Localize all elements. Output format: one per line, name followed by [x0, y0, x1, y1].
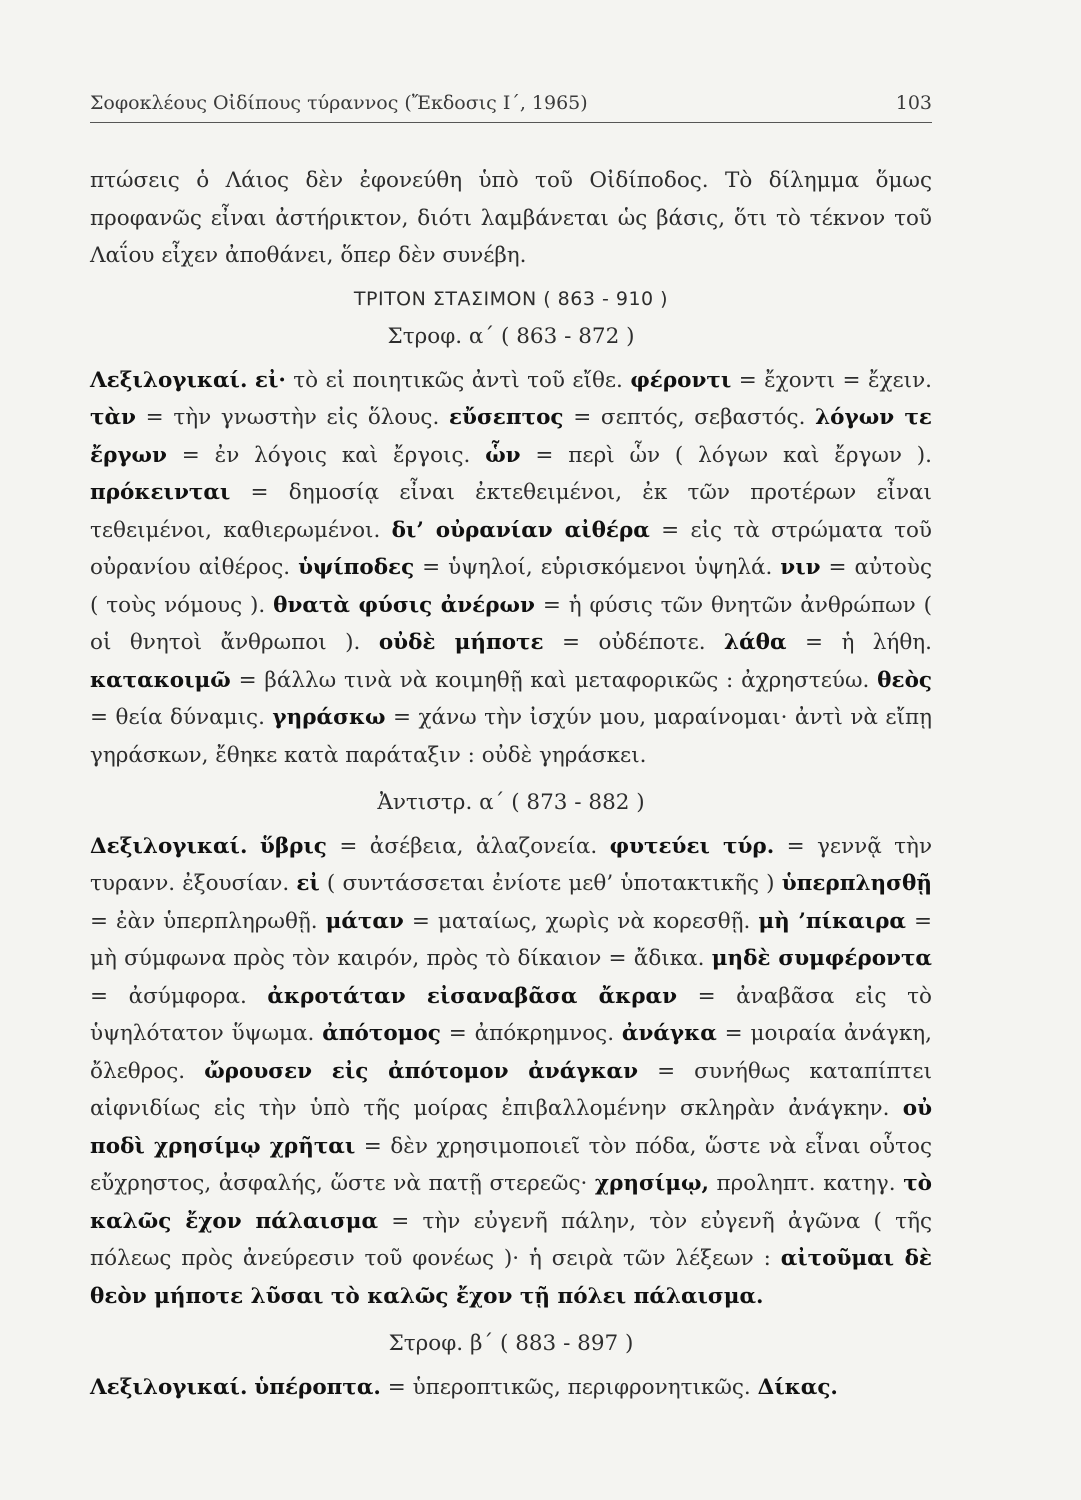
entry-gloss: = τὴν γνωστὴν εἰς ὅλους. — [135, 405, 449, 430]
entry-gloss: = θεία δύναμις. — [90, 705, 273, 730]
entry-gloss: = μὴ σύμφωνα πρὸς τὸν καιρόν, πρὸς τὸ δίκαιον = ἄδικα. — [90, 908, 932, 971]
entry-term: εἰ — [296, 871, 320, 896]
entry-gloss: = τὴν εὐγενῆ πάλην, τὸν εὐγενῆ ἀγῶνα ( τῆς πόλεως πρὸς ἀνεύρεσιν τοῦ φονέως )· ἡ σειρὰ τῶν λέξεων : — [90, 1208, 932, 1271]
entry-term: ὧν — [485, 442, 521, 468]
entry-term: νιν — [780, 555, 821, 580]
strophe-a-paragraph — [90, 362, 932, 775]
entry-gloss: = γεννᾷ τὴν τυρανν. ἐξουσίαν. — [90, 833, 933, 896]
entry-term: γηράσκω — [272, 705, 386, 730]
entry-term: τὸ καλῶς ἔχον πάλαισμα — [90, 1171, 932, 1234]
entry-gloss: = ἔχοντι = ἔχειν. — [731, 367, 932, 393]
entry-gloss: προληπτ. κατηγ. — [708, 1171, 904, 1196]
entry-term: ἀπότομος — [322, 1021, 441, 1046]
entry-gloss: = ματαίως, χωρὶς νὰ κορεσθῇ. — [403, 908, 759, 934]
section-label: Λεξιλογικαί. — [90, 1374, 248, 1400]
entry-gloss: = μοιραία ἀνάγκη, ὄλεθρος. — [90, 1021, 932, 1084]
entry-gloss: = χάνω τὴν ἰσχύν μου, μαραίνομαι· ἀντὶ νὰ εἴπῃ γηράσκων, ἔθηκε κατὰ παράταξιν : οὐδὲ γηράσκει. — [90, 705, 933, 768]
entry-gloss: = εἰς τὰ στρώματα τοῦ οὐρανίου αἰθέρος. — [90, 517, 932, 580]
entry-gloss: = αὐτοὺς ( τοὺς νόμους ). — [90, 555, 932, 618]
strophe-b-heading: Στροφ. β΄ ( 883 - 897 ) — [388, 1331, 634, 1356]
entry-gloss: = σεπτός, σεβαστός. — [563, 405, 816, 430]
entry-term: οὐδὲ μήποτε — [378, 630, 544, 655]
entry-term: Δίκας. — [757, 1374, 838, 1400]
entry-gloss: = ὑψηλοί, εὑρισκόμενοι ὑψηλά. — [414, 555, 781, 580]
page-number: 103 — [895, 92, 932, 114]
entry-term: ἀνάγκα — [621, 1021, 717, 1046]
entry-term: θνατὰ φύσις ἀνέρων — [273, 592, 535, 618]
entry-term: φέροντι — [630, 367, 732, 393]
entry-term: μὴ ’πίκαιρα — [758, 908, 906, 934]
antistrophe-a-heading: Ἀντιστρ. α΄ ( 873 - 882 ) — [377, 790, 645, 815]
entry-gloss: = οὐδέποτε. — [543, 630, 725, 655]
strophe-b-paragraph — [90, 1369, 932, 1407]
entry-gloss: = βάλλω τινὰ νὰ κοιμηθῇ καὶ μεταφορικῶς : ἀχρηστεύω. — [230, 667, 878, 693]
entry-term: λάθα — [724, 630, 787, 655]
entry-gloss: = ἀναβᾶσα εἰς τὸ ὑψηλότατον ὕψωμα. — [90, 983, 932, 1046]
entry-gloss: = δημοσίᾳ εἶναι ἐκτεθειμένοι, ἐκ τῶν προτέρων εἶναι τεθειμένοι, καθιερωμένοι. — [90, 480, 932, 543]
entry-gloss: τὸ εἰ ποιητικῶς ἀντὶ τοῦ εἴθε. — [285, 367, 631, 393]
entry-term: δι’ οὐρανίαν αἰθέρα — [391, 517, 650, 543]
section-label: Δεξιλογικαί. — [90, 833, 248, 859]
entry-gloss: = ἀσέβεια, ἀλαζονεία. — [326, 833, 610, 859]
entry-term: κατακοιμῶ — [90, 667, 231, 693]
entry-gloss: = ἡ φύσις τῶν θνητῶν ἀνθρώπων ( οἱ θνητοὶ ἄνθρωποι ). — [90, 592, 932, 655]
antistrophe-a-paragraph — [90, 828, 932, 1316]
running-title: Σοφοκλέους Οἰδίπους τύραννος (Ἔκδοσις Ι΄, 1965) — [90, 92, 588, 114]
entry-gloss: = δὲν χρησιμοποιεῖ τὸν πόδα, ὥστε νὰ εἶναι οὗτος εὔχρηστος, ἀσφαλής, ὥστε νὰ πατῇ στερεῶς· — [90, 1133, 933, 1196]
entry-term: τὰν — [90, 405, 136, 430]
entry-term: εἰ· — [254, 367, 286, 393]
entry-term: ὑπερπλησθῇ — [781, 871, 932, 896]
entry-term: ὑπέροπτα. — [254, 1374, 381, 1400]
entry-term: μηδὲ συμφέροντα — [711, 946, 932, 971]
entry-term: ἀκροτάταν εἰσαναβᾶσα ἄκραν — [267, 983, 678, 1009]
entry-term: χρησίμῳ, — [594, 1171, 709, 1196]
entry-term: πρόκεινται — [90, 480, 231, 505]
entry-gloss: ( συντάσσεται ἐνίοτε μεθ’ ὑποτακτικῆς ) — [319, 871, 782, 896]
entry-gloss: = ἐν λόγοις καὶ ἔργοις. — [166, 442, 486, 468]
entry-gloss: = ἀσύμφορα. — [90, 983, 268, 1009]
entry-term: ὤρουσεν εἰς ἀπότομον ἀνάγκαν — [204, 1058, 639, 1084]
entry-gloss: = ἐὰν ὑπερπληρωθῇ. — [90, 908, 326, 934]
entry-term: οὐ ποδὶ χρησίμῳ χρῆται — [90, 1096, 932, 1159]
running-header — [90, 86, 932, 123]
entry-gloss: = ἀπόκρημνος. — [440, 1021, 622, 1046]
entry-gloss: = ὑπεροπτικῶς, περιφρονητικῶς. — [380, 1374, 758, 1400]
entry-term: εὔσεπτος — [448, 405, 564, 430]
entry-term: ὑψίποδες — [298, 555, 415, 580]
entry-gloss: = περὶ ὧν ( λόγων καὶ ἔργων ). — [520, 442, 932, 468]
section-title: ΤΡΙΤΟΝ ΣΤΑΣΙΜΟΝ ( 863 - 910 ) — [353, 287, 669, 310]
entry-term: αἰτοῦμαι δὲ θεὸν μήποτε λῦσαι τὸ καλῶς ἔχον τῇ πόλει πάλαισμα. — [90, 1246, 932, 1309]
page-body — [90, 162, 932, 1406]
intro-paragraph: πτώσεις ὁ Λάιος δὲν ἐφονεύθη ὑπὸ τοῦ Οἰδίποδος. Τὸ δίλημμα ὅμως προφανῶς εἶναι ἀστήρικτον, διότι λαμβάνεται ὡς βάσις, ὅτι τὸ τέκνον τοῦ Λαΐου εἶχεν ἀποθάνει, ὅπερ δὲν συνέβη. — [90, 168, 932, 268]
entry-term: λόγων τε ἔργων — [90, 405, 932, 468]
entry-term: θεὸς — [877, 667, 932, 693]
entry-term: μάταν — [325, 908, 404, 934]
entry-term: ὕβρις — [259, 833, 327, 859]
strophe-a-heading: Στροφ. α΄ ( 863 - 872 ) — [387, 324, 635, 349]
entry-gloss: = ἡ λήθη. — [786, 630, 932, 655]
entry-gloss: = συνήθως καταπίπτει αἰφνιδίως εἰς τὴν ὑπὸ τῆς μοίρας ἐπιβαλλομένην σκληρὰν ἀνάγκην. — [90, 1058, 932, 1121]
entry-term: φυτεύει τύρ. — [609, 833, 775, 859]
section-label: Λεξιλογικαί. — [90, 367, 248, 393]
